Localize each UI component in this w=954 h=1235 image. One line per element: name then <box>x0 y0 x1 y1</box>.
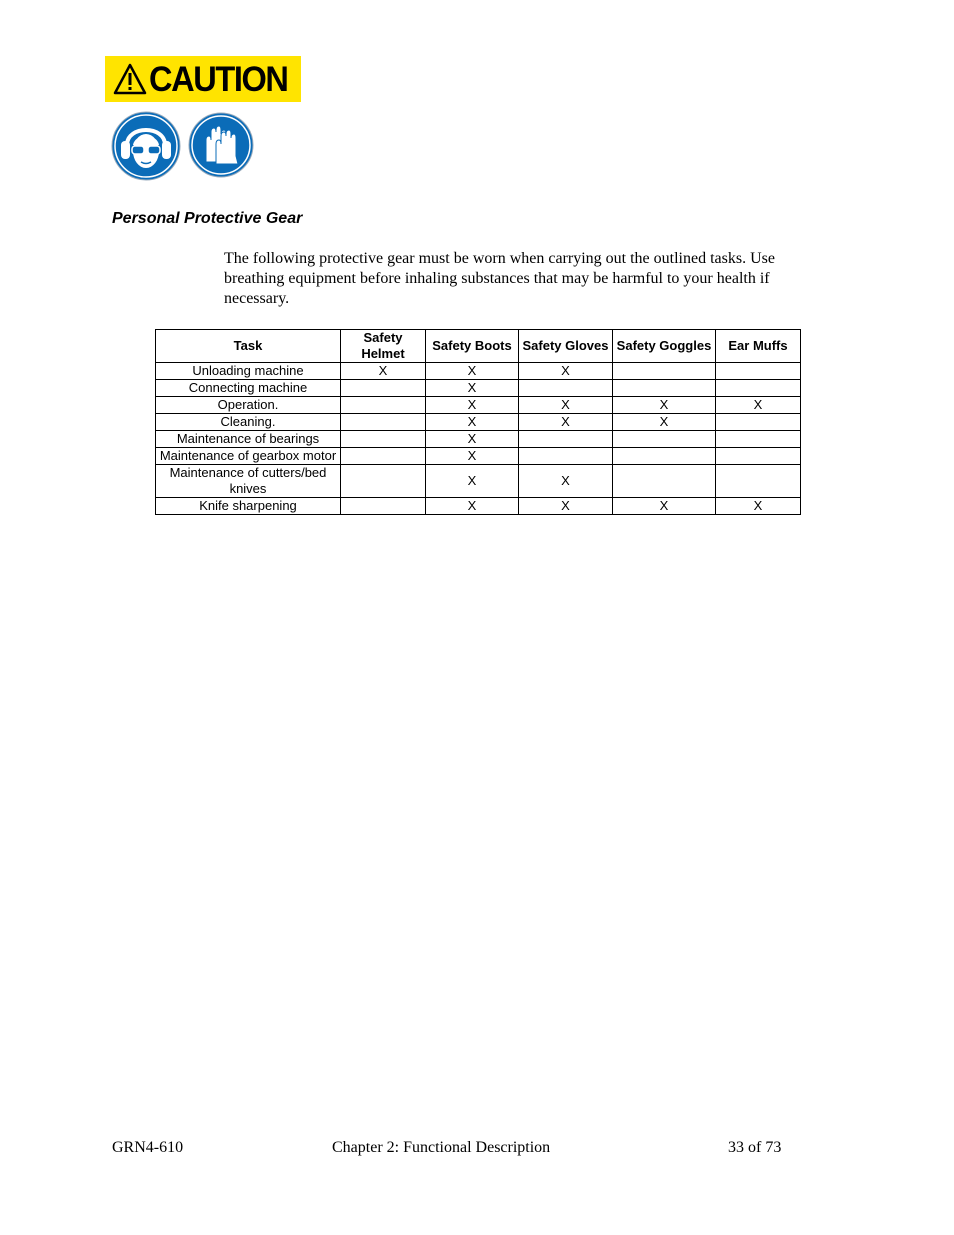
gear-cell: X <box>613 397 716 414</box>
footer-chapter: Chapter 2: Functional Description <box>332 1139 551 1156</box>
gear-cell <box>341 448 426 465</box>
gear-cell: X <box>519 465 613 498</box>
gear-cell <box>519 448 613 465</box>
gear-cell: X <box>426 498 519 515</box>
gear-cell: X <box>426 363 519 380</box>
gear-cell: X <box>341 363 426 380</box>
table-row <box>156 380 801 397</box>
gear-cell <box>341 465 426 498</box>
header-ear-muffs: Ear Muffs <box>716 330 801 363</box>
gear-cell <box>341 414 426 431</box>
gear-cell: X <box>519 363 613 380</box>
task-cell: Cleaning. <box>156 414 341 431</box>
gear-cell <box>716 363 801 380</box>
table-header-row <box>156 330 801 363</box>
gear-cell: X <box>519 397 613 414</box>
gear-cell <box>716 380 801 397</box>
gear-cell: X <box>426 431 519 448</box>
task-cell: Maintenance of bearings <box>156 431 341 448</box>
gear-cell <box>716 465 801 498</box>
ppe-table <box>155 329 801 515</box>
header-task: Task <box>156 330 341 363</box>
section-title: Personal Protective Gear <box>112 210 303 227</box>
table-row <box>156 498 801 515</box>
gloves-icon <box>188 112 254 178</box>
gear-cell <box>519 431 613 448</box>
table-row <box>156 465 801 498</box>
gear-cell <box>519 380 613 397</box>
intro-paragraph: The following protective gear must be worn when carrying out the outlined tasks. Use breathing equipment before inhaling substances that may be harmful to your health if necessary. <box>224 250 775 307</box>
task-cell: Unloading machine <box>156 363 341 380</box>
gear-cell <box>613 448 716 465</box>
ppe-icon-group <box>111 111 254 181</box>
task-cell: Maintenance of cutters/bed knives <box>156 465 341 498</box>
gear-cell: X <box>426 465 519 498</box>
header-safety-boots: Safety Boots <box>426 330 519 363</box>
ear-eye-protection-icon <box>111 111 181 181</box>
header-safety-gloves: Safety Gloves <box>519 330 613 363</box>
gear-cell: X <box>519 498 613 515</box>
gear-cell <box>341 397 426 414</box>
gear-cell <box>613 363 716 380</box>
footer-doc-id: GRN4-610 <box>112 1139 184 1156</box>
gear-cell <box>613 431 716 448</box>
gear-cell <box>341 498 426 515</box>
task-cell: Maintenance of gearbox motor <box>156 448 341 465</box>
gear-cell <box>716 448 801 465</box>
task-cell: Connecting machine <box>156 380 341 397</box>
gear-cell: X <box>519 414 613 431</box>
task-cell: Knife sharpening <box>156 498 341 515</box>
gear-cell <box>716 414 801 431</box>
header-safety-helmet: Safety Helmet <box>341 330 426 363</box>
footer-page-number: 33 of 73 <box>728 1139 782 1156</box>
table-row <box>156 448 801 465</box>
gear-cell <box>716 431 801 448</box>
table-row <box>156 414 801 431</box>
caution-label: CAUTION <box>149 59 288 99</box>
gear-cell: X <box>613 414 716 431</box>
gear-cell <box>341 431 426 448</box>
task-cell: Operation. <box>156 397 341 414</box>
table-row <box>156 363 801 380</box>
gear-cell: X <box>426 448 519 465</box>
gear-cell <box>613 465 716 498</box>
warning-triangle-icon <box>113 63 147 95</box>
gear-cell: X <box>426 380 519 397</box>
gear-cell: X <box>716 397 801 414</box>
caution-banner <box>105 56 301 102</box>
table-row <box>156 431 801 448</box>
table-row <box>156 397 801 414</box>
gear-cell <box>341 380 426 397</box>
gear-cell: X <box>613 498 716 515</box>
gear-cell: X <box>426 397 519 414</box>
gear-cell <box>613 380 716 397</box>
gear-cell: X <box>716 498 801 515</box>
gear-cell: X <box>426 414 519 431</box>
header-safety-goggles: Safety Goggles <box>613 330 716 363</box>
